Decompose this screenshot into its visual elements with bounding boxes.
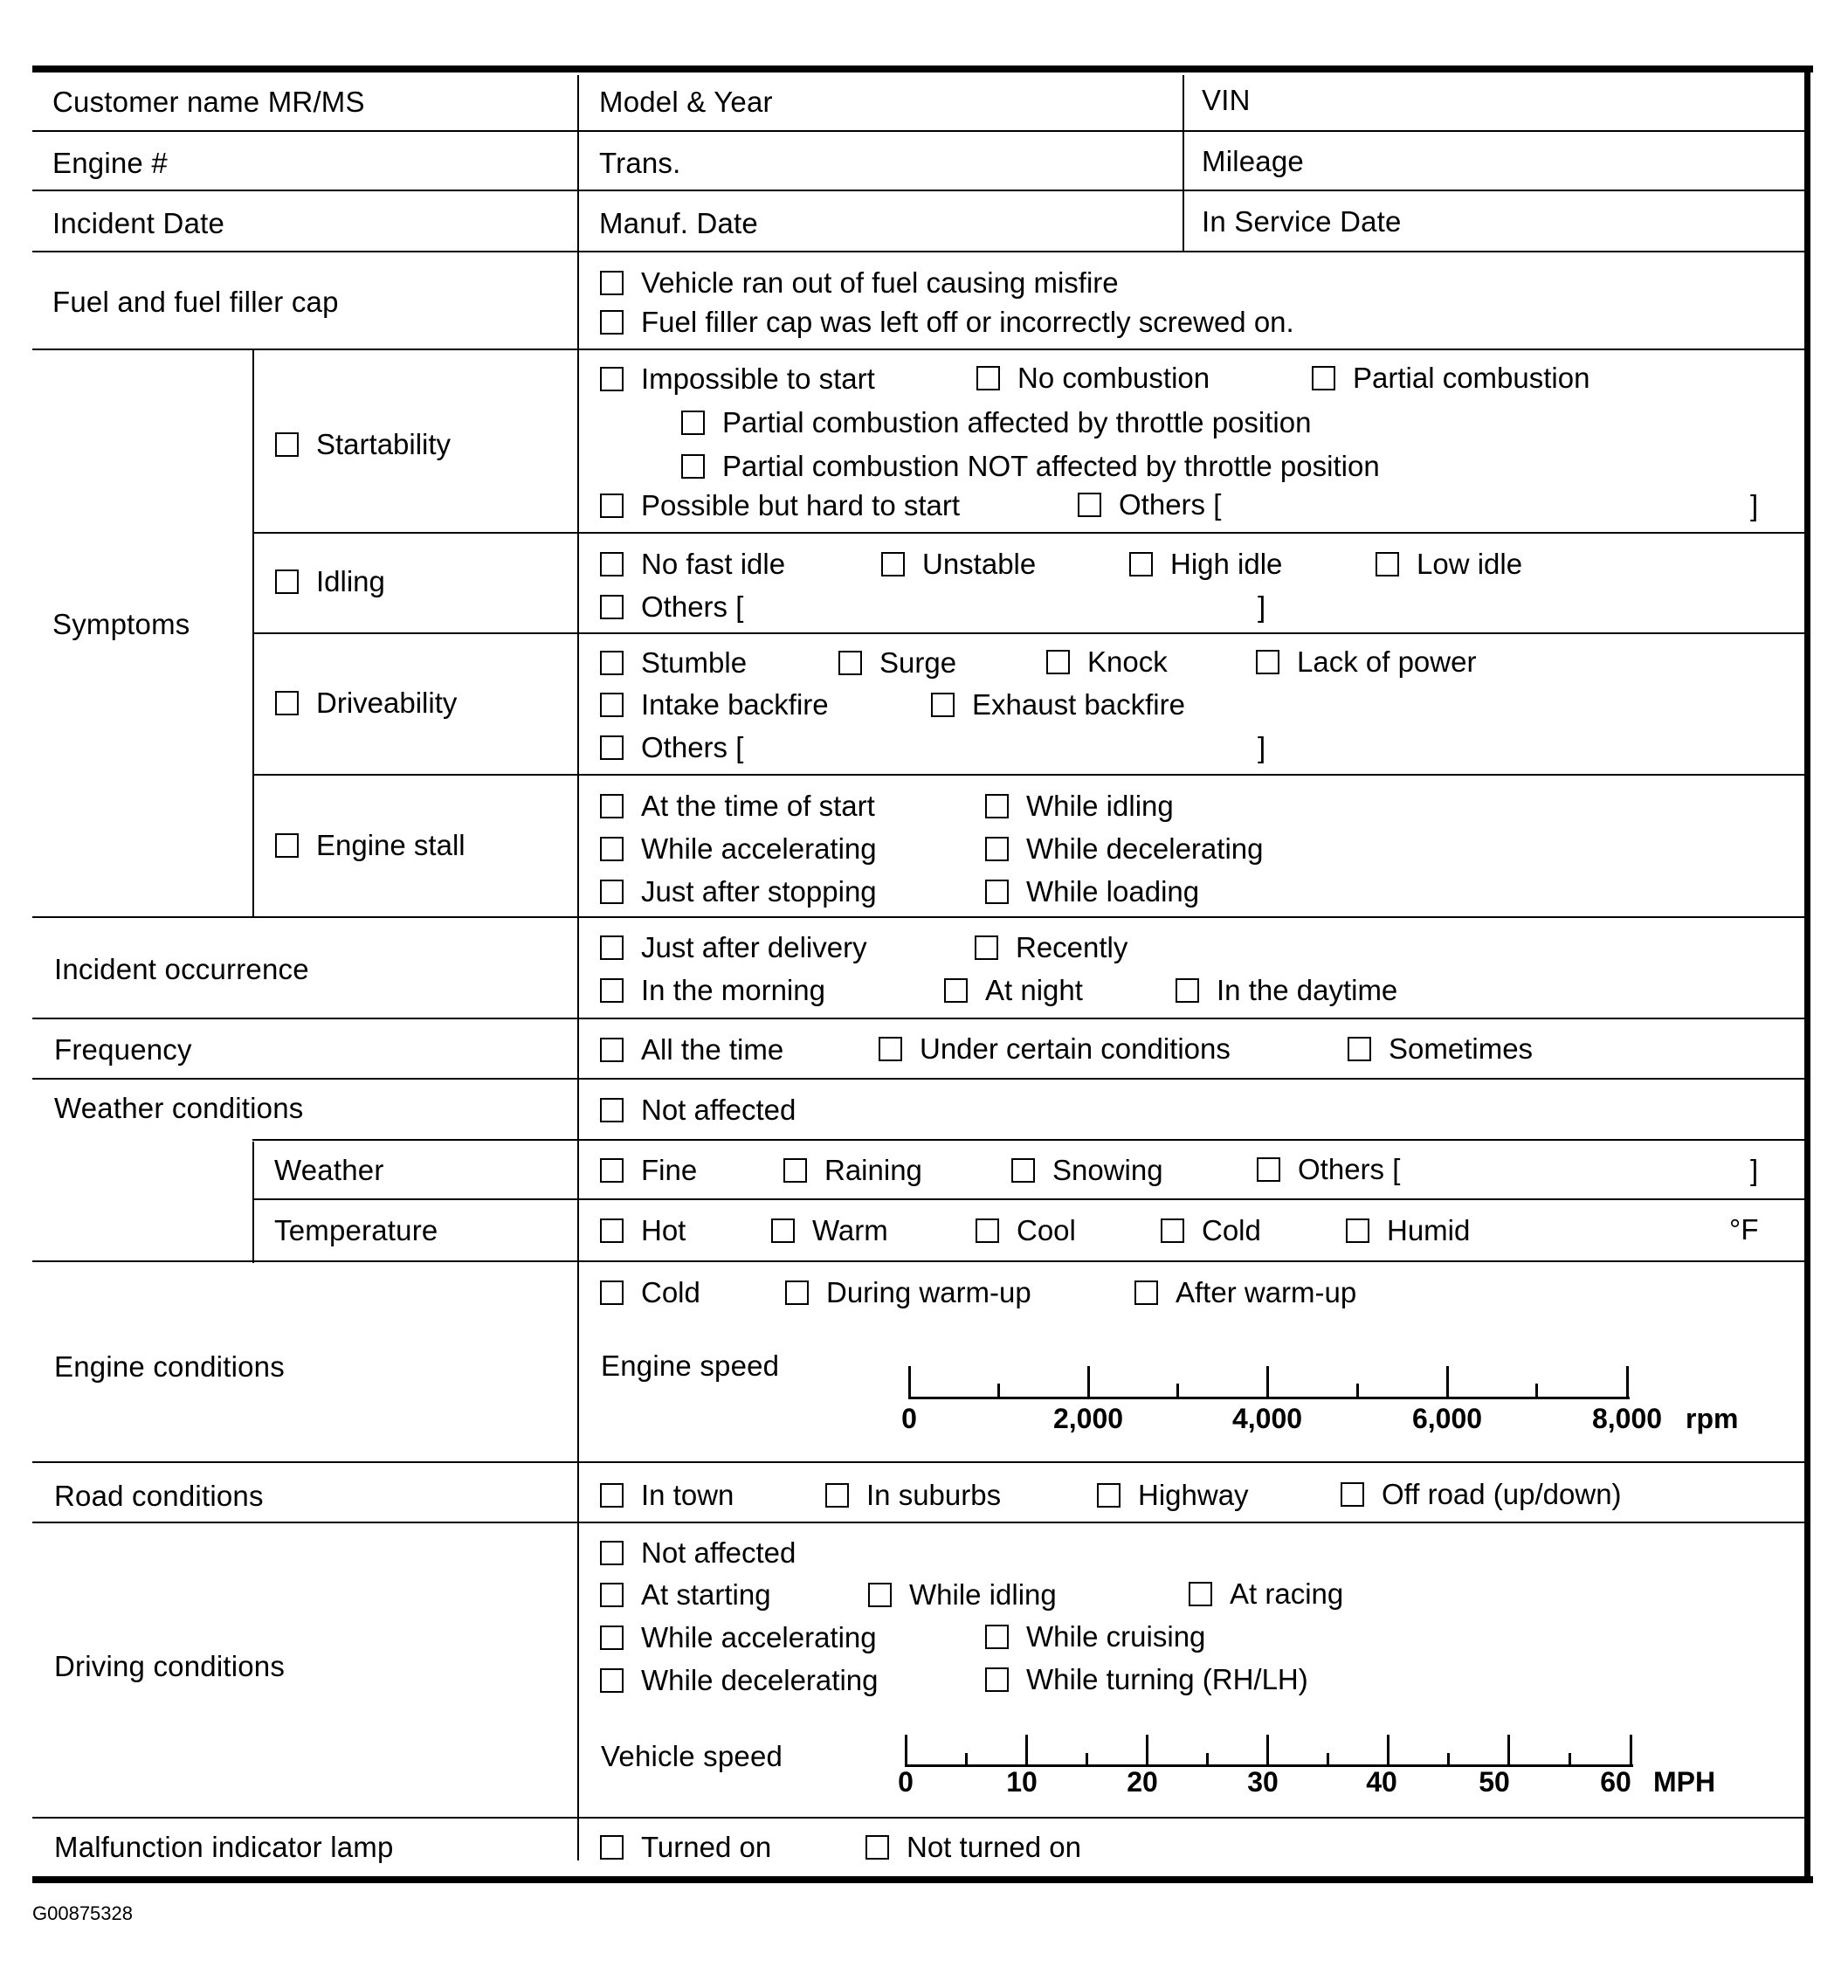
intake-backfire-checkbox[interactable]: Intake backfire	[600, 687, 829, 722]
checkbox-icon[interactable]	[600, 271, 624, 295]
vehicle-scale-label: 60	[1600, 1766, 1631, 1798]
minor-tick	[1569, 1753, 1571, 1767]
checkbox-icon[interactable]	[1161, 1218, 1184, 1243]
manuf-date-label: Manuf. Date	[599, 207, 758, 239]
in-town-checkbox[interactable]: In town	[600, 1478, 734, 1513]
stall-while-accelerating-checkbox[interactable]: While accelerating	[600, 832, 877, 866]
checkbox-icon[interactable]	[275, 833, 299, 858]
customer-name-label: Customer name MR/MS	[52, 86, 365, 118]
checkbox-icon[interactable]	[881, 552, 905, 576]
checkbox-icon[interactable]	[1346, 1218, 1369, 1243]
vehicle-scale-label: 40	[1366, 1766, 1397, 1798]
checkbox-icon[interactable]	[600, 651, 624, 675]
row-line	[32, 1078, 1804, 1080]
checkbox-icon[interactable]	[1011, 1158, 1035, 1183]
checkbox-icon[interactable]	[600, 735, 624, 760]
column-divider-weather	[252, 1142, 254, 1263]
high-idle-checkbox[interactable]: High idle	[1129, 547, 1282, 582]
fuel-ran-out-checkbox[interactable]: Vehicle ran out of fuel causing misfire	[600, 266, 1119, 300]
knock-checkbox[interactable]: Knock	[1046, 645, 1168, 680]
stall-while-idling-checkbox[interactable]: While idling	[985, 789, 1174, 824]
vin-label: VIN	[1202, 84, 1251, 116]
driving-while-idling-checkbox[interactable]: While idling	[868, 1577, 1057, 1612]
mileage-label: Mileage	[1202, 145, 1304, 177]
row-line	[252, 632, 1804, 634]
hot-checkbox[interactable]: Hot	[600, 1213, 686, 1248]
checkbox-icon[interactable]	[1097, 1483, 1121, 1508]
raining-checkbox[interactable]: Raining	[783, 1153, 922, 1188]
checkbox-icon[interactable]	[600, 935, 624, 960]
engine-scale-label: 8,000	[1591, 1403, 1663, 1434]
checkbox-icon[interactable]	[600, 837, 624, 861]
engine-scale-unit: rpm	[1686, 1403, 1739, 1434]
major-tick	[1507, 1735, 1510, 1767]
checkbox-icon[interactable]	[1257, 1157, 1280, 1182]
startability-checkbox[interactable]: Startability	[275, 427, 451, 462]
possible-hard-start-checkbox[interactable]: Possible but hard to start	[600, 488, 960, 523]
driveability-others-checkbox[interactable]: Others [	[600, 730, 743, 765]
checkbox-icon[interactable]	[838, 651, 862, 675]
minor-tick	[1447, 1753, 1450, 1767]
checkbox-icon[interactable]	[681, 454, 705, 479]
partial-combustion-not-throttle-checkbox[interactable]: Partial combustion NOT affected by throttle position	[681, 449, 1380, 484]
fuel-label: Fuel and fuel filler cap	[52, 286, 339, 318]
checkbox-icon[interactable]	[600, 1158, 624, 1183]
checkbox-icon[interactable]	[976, 366, 1000, 390]
row-line	[32, 916, 1804, 918]
driveability-others-close: ]	[1258, 731, 1266, 763]
stall-while-loading-checkbox[interactable]: While loading	[985, 874, 1199, 909]
snowing-checkbox[interactable]: Snowing	[1011, 1153, 1163, 1188]
checkbox-icon[interactable]	[600, 693, 624, 717]
while-cruising-checkbox[interactable]: While cruising	[985, 1619, 1205, 1654]
checkbox-icon[interactable]	[600, 1626, 624, 1650]
model-year-label: Model & Year	[599, 86, 773, 118]
stall-after-stopping-checkbox[interactable]: Just after stopping	[600, 874, 877, 909]
checkbox-icon[interactable]	[985, 1667, 1009, 1692]
checkbox-icon[interactable]	[275, 691, 299, 715]
major-tick	[905, 1735, 907, 1767]
minor-tick	[965, 1753, 968, 1767]
under-certain-conditions-checkbox[interactable]: Under certain conditions	[879, 1032, 1231, 1066]
frequency-label: Frequency	[54, 1033, 192, 1066]
checkbox-icon[interactable]	[600, 494, 624, 518]
driving-conditions-label: Driving conditions	[54, 1650, 286, 1682]
lack-of-power-checkbox[interactable]: Lack of power	[1256, 645, 1476, 680]
column-divider-main	[577, 75, 579, 1860]
symptoms-label: Symptoms	[52, 608, 190, 640]
checkbox-icon[interactable]	[985, 837, 1009, 861]
engine-speed-label: Engine speed	[601, 1349, 780, 1382]
row-line	[32, 1522, 1804, 1523]
in-service-date-label: In Service Date	[1202, 205, 1402, 238]
cold-checkbox[interactable]: Cold	[1161, 1213, 1261, 1248]
checkbox-icon[interactable]	[1129, 552, 1153, 576]
row-line	[32, 251, 1804, 252]
at-starting-checkbox[interactable]: At starting	[600, 1577, 771, 1612]
surge-checkbox[interactable]: Surge	[838, 645, 956, 680]
trans-label: Trans.	[599, 147, 681, 179]
checkbox-icon[interactable]	[600, 1038, 624, 1062]
unstable-checkbox[interactable]: Unstable	[881, 547, 1036, 582]
checkbox-icon[interactable]	[985, 1625, 1009, 1649]
checkbox-icon[interactable]	[600, 1668, 624, 1693]
major-tick	[1387, 1735, 1389, 1767]
row-line	[32, 130, 1804, 132]
vehicle-scale-label: 50	[1479, 1766, 1510, 1798]
checkbox-icon[interactable]	[600, 794, 624, 818]
minor-tick	[1327, 1753, 1329, 1767]
checkbox-icon[interactable]	[600, 880, 624, 904]
in-suburbs-checkbox[interactable]: In suburbs	[825, 1478, 1001, 1513]
major-tick	[1630, 1735, 1632, 1767]
major-tick	[1146, 1735, 1148, 1767]
cool-checkbox[interactable]: Cool	[976, 1213, 1076, 1248]
checkbox-icon[interactable]	[600, 1098, 624, 1122]
impossible-to-start-checkbox[interactable]: Impossible to start	[600, 362, 875, 397]
engine-conditions-label: Engine conditions	[54, 1350, 285, 1383]
major-tick	[1025, 1735, 1028, 1767]
checkbox-icon[interactable]	[600, 1583, 624, 1607]
partial-combustion-throttle-checkbox[interactable]: Partial combustion affected by throttle position	[681, 405, 1311, 440]
idling-checkbox[interactable]: Idling	[275, 564, 385, 599]
partial-combustion-checkbox[interactable]: Partial combustion	[1312, 361, 1589, 396]
engine-cold-checkbox[interactable]: Cold	[600, 1275, 700, 1310]
weather-conditions-label: Weather conditions	[54, 1092, 304, 1124]
column-divider-vin	[1183, 75, 1184, 252]
after-warm-up-checkbox[interactable]: After warm-up	[1134, 1275, 1356, 1310]
checkbox-icon[interactable]	[1189, 1582, 1212, 1606]
low-idle-checkbox[interactable]: Low idle	[1376, 547, 1522, 582]
row-line	[32, 1817, 1804, 1819]
driveability-checkbox[interactable]: Driveability	[275, 686, 457, 721]
weather-not-affected-checkbox[interactable]: Not affected	[600, 1093, 796, 1128]
checkbox-icon[interactable]	[985, 794, 1009, 818]
checkbox-icon[interactable]	[1134, 1280, 1158, 1305]
checkbox-icon[interactable]	[600, 1280, 624, 1305]
checkbox-icon[interactable]	[985, 880, 1009, 904]
vehicle-scale-label: 30	[1247, 1766, 1279, 1798]
in-the-morning-checkbox[interactable]: In the morning	[600, 973, 825, 1008]
engine-scale-label: 4,000	[1231, 1403, 1303, 1434]
road-conditions-label: Road conditions	[54, 1480, 264, 1512]
at-night-checkbox[interactable]: At night	[944, 973, 1083, 1008]
checkbox-icon[interactable]	[865, 1835, 889, 1860]
checkbox-icon[interactable]	[1078, 493, 1101, 517]
engine-scale-label: 6,000	[1411, 1403, 1483, 1434]
stall-while-decelerating-checkbox[interactable]: While decelerating	[985, 832, 1263, 866]
row-line	[32, 1260, 1804, 1262]
driving-while-accelerating-checkbox[interactable]: While accelerating	[600, 1620, 877, 1655]
driving-not-affected-checkbox[interactable]: Not affected	[600, 1536, 796, 1570]
checkbox-icon[interactable]	[600, 1218, 624, 1243]
row-line	[32, 349, 1804, 350]
checkbox-icon[interactable]	[1348, 1037, 1371, 1061]
incident-occurrence-label: Incident occurrence	[54, 953, 309, 985]
vehicle-speed-label: Vehicle speed	[601, 1740, 783, 1772]
checkbox-icon[interactable]	[785, 1280, 809, 1305]
minor-tick	[1356, 1384, 1359, 1399]
no-combustion-checkbox[interactable]: No combustion	[976, 361, 1210, 396]
checkbox-icon[interactable]	[600, 978, 624, 1003]
checkbox-icon[interactable]	[600, 1483, 624, 1508]
during-warm-up-checkbox[interactable]: During warm-up	[785, 1275, 1031, 1310]
humid-checkbox[interactable]: Humid	[1346, 1213, 1470, 1248]
engine-stall-checkbox[interactable]: Engine stall	[275, 828, 465, 863]
while-turning-checkbox[interactable]: While turning (RH/LH)	[985, 1662, 1308, 1697]
engine-number-label: Engine #	[52, 147, 168, 179]
sometimes-checkbox[interactable]: Sometimes	[1348, 1032, 1533, 1066]
exhaust-backfire-checkbox[interactable]: Exhaust backfire	[931, 687, 1185, 722]
checkbox-icon[interactable]	[783, 1158, 807, 1183]
checkbox-icon[interactable]	[600, 310, 624, 335]
checkbox-icon[interactable]	[825, 1483, 849, 1508]
row-line	[32, 1461, 1804, 1463]
vehicle-scale-label: 0	[898, 1766, 914, 1798]
stall-at-start-checkbox[interactable]: At the time of start	[600, 789, 875, 824]
in-the-daytime-checkbox[interactable]: In the daytime	[1176, 973, 1397, 1008]
startability-others-checkbox[interactable]: Others [	[1078, 487, 1221, 522]
vehicle-scale-unit: MPH	[1653, 1766, 1716, 1798]
checkbox-icon[interactable]	[600, 595, 624, 619]
mil-not-turned-on-checkbox[interactable]: Not turned on	[865, 1830, 1081, 1865]
minor-tick	[1206, 1753, 1209, 1767]
minor-tick	[997, 1384, 1000, 1399]
checkbox-icon[interactable]	[976, 1218, 999, 1243]
fine-checkbox[interactable]: Fine	[600, 1153, 697, 1188]
checkbox-icon[interactable]	[600, 1835, 624, 1860]
temperature-label: Temperature	[274, 1214, 438, 1246]
checkbox-icon[interactable]	[1312, 366, 1335, 390]
top-border	[32, 66, 1813, 72]
fahrenheit-unit: °F	[1729, 1213, 1759, 1246]
checkbox-icon[interactable]	[771, 1218, 795, 1243]
checkbox-icon[interactable]	[944, 978, 968, 1003]
major-tick	[1446, 1366, 1449, 1399]
mil-label: Malfunction indicator lamp	[54, 1831, 394, 1863]
major-tick	[1266, 1735, 1269, 1767]
checkbox-icon[interactable]	[975, 935, 998, 960]
startability-others-close: ]	[1750, 489, 1759, 521]
right-border	[1804, 66, 1810, 1883]
checkbox-icon[interactable]	[1256, 650, 1279, 674]
checkbox-icon[interactable]	[1376, 552, 1399, 576]
checkbox-icon[interactable]	[1046, 650, 1070, 674]
at-racing-checkbox[interactable]: At racing	[1189, 1577, 1343, 1612]
checkbox-icon[interactable]	[681, 411, 705, 435]
minor-tick	[1176, 1384, 1179, 1399]
engine-speed-scale[interactable]	[908, 1361, 1633, 1405]
minor-tick	[1535, 1384, 1538, 1399]
incident-date-label: Incident Date	[52, 207, 225, 239]
weather-others-checkbox[interactable]: Others [	[1257, 1152, 1400, 1187]
fuel-cap-checkbox[interactable]: Fuel filler cap was left off or incorrectly screwed on.	[600, 305, 1294, 340]
vehicle-scale-label: 20	[1127, 1766, 1158, 1798]
major-tick	[908, 1366, 911, 1399]
checkbox-icon[interactable]	[879, 1037, 902, 1061]
figure-code: G00875328	[32, 1902, 133, 1924]
row-line	[252, 774, 1804, 776]
major-tick	[1626, 1366, 1629, 1399]
row-line	[252, 1139, 1804, 1141]
row-line	[252, 532, 1804, 534]
recently-checkbox[interactable]: Recently	[975, 930, 1127, 965]
bottom-border	[32, 1876, 1813, 1883]
stumble-checkbox[interactable]: Stumble	[600, 645, 747, 680]
weather-label: Weather	[274, 1154, 384, 1186]
checkbox-icon[interactable]	[600, 1541, 624, 1565]
just-after-delivery-checkbox[interactable]: Just after delivery	[600, 930, 867, 965]
major-tick	[1266, 1366, 1269, 1399]
checkbox-icon[interactable]	[1341, 1482, 1364, 1507]
major-tick	[1087, 1366, 1090, 1399]
scale-baseline	[908, 1397, 1630, 1399]
idling-others-close: ]	[1258, 590, 1266, 623]
driving-while-decelerating-checkbox[interactable]: While decelerating	[600, 1663, 878, 1698]
minor-tick	[1086, 1753, 1088, 1767]
row-line	[32, 1018, 1804, 1019]
row-line	[252, 1198, 1804, 1200]
checkbox-icon[interactable]	[275, 569, 299, 594]
row-line	[32, 190, 1804, 191]
checkbox-icon[interactable]	[931, 693, 955, 717]
checkbox-icon[interactable]	[275, 432, 299, 457]
checkbox-icon[interactable]	[1176, 978, 1199, 1003]
no-fast-idle-checkbox[interactable]: No fast idle	[600, 547, 785, 582]
idling-others-checkbox[interactable]: Others [	[600, 590, 743, 625]
checkbox-icon[interactable]	[600, 552, 624, 576]
vehicle-scale-label: 10	[1006, 1766, 1038, 1798]
checkbox-icon[interactable]	[868, 1583, 892, 1607]
engine-scale-label: 2,000	[1052, 1403, 1124, 1434]
mil-turned-on-checkbox[interactable]: Turned on	[600, 1830, 771, 1865]
all-the-time-checkbox[interactable]: All the time	[600, 1032, 783, 1067]
warm-checkbox[interactable]: Warm	[771, 1213, 888, 1248]
weather-others-close: ]	[1750, 1154, 1759, 1186]
checkbox-icon[interactable]	[600, 367, 624, 391]
highway-checkbox[interactable]: Highway	[1097, 1478, 1249, 1513]
off-road-checkbox[interactable]: Off road (up/down)	[1341, 1477, 1622, 1512]
engine-scale-label: 0	[901, 1403, 917, 1434]
